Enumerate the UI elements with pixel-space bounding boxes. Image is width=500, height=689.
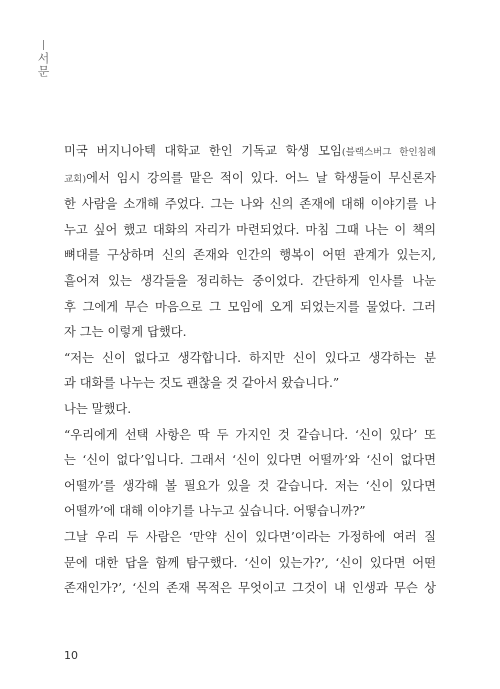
- section-marker: [35, 40, 52, 78]
- text-line-main: 존재인가?’, ‘신의 존재 목적은 무엇이고 그것이 내 인생과 무슨 상: [64, 581, 436, 596]
- text-line-main: 어떨까’를 생각해 볼 필요가 있을 것 같습니다. 저는 ‘신이 있다면: [64, 478, 436, 493]
- text-line-main: 어떨까’에 대해 이야기를 나누고 싶습니다. 어떻습니까?”: [64, 504, 366, 519]
- text-line-main: 뼈대를 구상하며 신의 존재와 인간의 행복이 어떤 관계가 있는지,: [64, 248, 436, 263]
- text-line: [64, 551, 436, 577]
- text-line-main: 흩어져 있는 생각들을 정리하는 중이었다. 간단하게 인사를 나눈: [64, 273, 436, 288]
- text-line: [64, 448, 436, 474]
- text-line: [64, 525, 436, 551]
- text-line-main: 미국 버지니아텍 대학교 한인 기독교 학생 모임: [64, 144, 342, 158]
- text-line: [64, 166, 436, 193]
- text-line-main: 한 사람을 소개해 주었다. 그는 나와 신의 존재에 대해 이야기를 나: [64, 197, 436, 212]
- text-line-main: 나는 말했다.: [64, 401, 132, 416]
- text-line-main: 는 ‘신이 없다’입니다. 그래서 ‘신이 있다면 어떨까’와 ‘신이 없다면: [64, 453, 436, 468]
- text-line: [64, 218, 436, 244]
- text-line: [64, 499, 436, 525]
- section-label: 서문: [36, 52, 50, 78]
- text-line-main: “우리에게 선택 사항은 딱 두 가지인 것 같습니다. ‘신이 있다’ 또: [64, 427, 436, 442]
- body-text: [64, 139, 436, 602]
- text-line: [64, 474, 436, 500]
- text-line: [64, 346, 436, 372]
- text-line: [64, 371, 436, 397]
- text-line-main: 후 그에게 무슨 마음으로 그 모임에 오게 되었는지를 물었다. 그러: [64, 299, 436, 314]
- text-line: [64, 576, 436, 602]
- page-number: 10: [64, 649, 78, 662]
- text-line: [64, 192, 436, 218]
- text-line: [64, 269, 436, 295]
- text-line-main: 자 그는 이렇게 답했다.: [64, 325, 187, 340]
- text-line: [64, 295, 436, 321]
- text-line: [64, 320, 436, 346]
- text-line-small: 교회): [64, 173, 87, 185]
- text-line: [64, 397, 436, 423]
- text-line-main: 누고 싶어 했고 대화의 자리가 마련되었다. 마침 그때 나는 이 책의: [64, 222, 436, 237]
- text-line-main: 과 대화를 나누는 것도 괜찮을 것 같아서 왔습니다.”: [64, 376, 340, 391]
- text-line-rest: 에서 임시 강의를 맡은 적이 있다. 어느 날 학생들이 무신론자: [86, 170, 436, 185]
- text-line-small: (블랙스버그 한인침례: [341, 147, 436, 158]
- text-line: [64, 423, 436, 449]
- text-line-main: 그날 우리 두 사람은 ‘만약 신이 있다면’이라는 가정하에 여러 질: [64, 529, 436, 544]
- text-line: [64, 139, 436, 166]
- text-line-main: 문에 대한 답을 함께 탐구했다. ‘신이 있는가?’, ‘신이 있다면 어떤: [64, 555, 436, 570]
- text-line-main: “저는 신이 없다고 생각합니다. 하지만 신이 있다고 생각하는 분: [64, 350, 436, 365]
- text-line: [64, 243, 436, 269]
- section-divider: [43, 40, 44, 50]
